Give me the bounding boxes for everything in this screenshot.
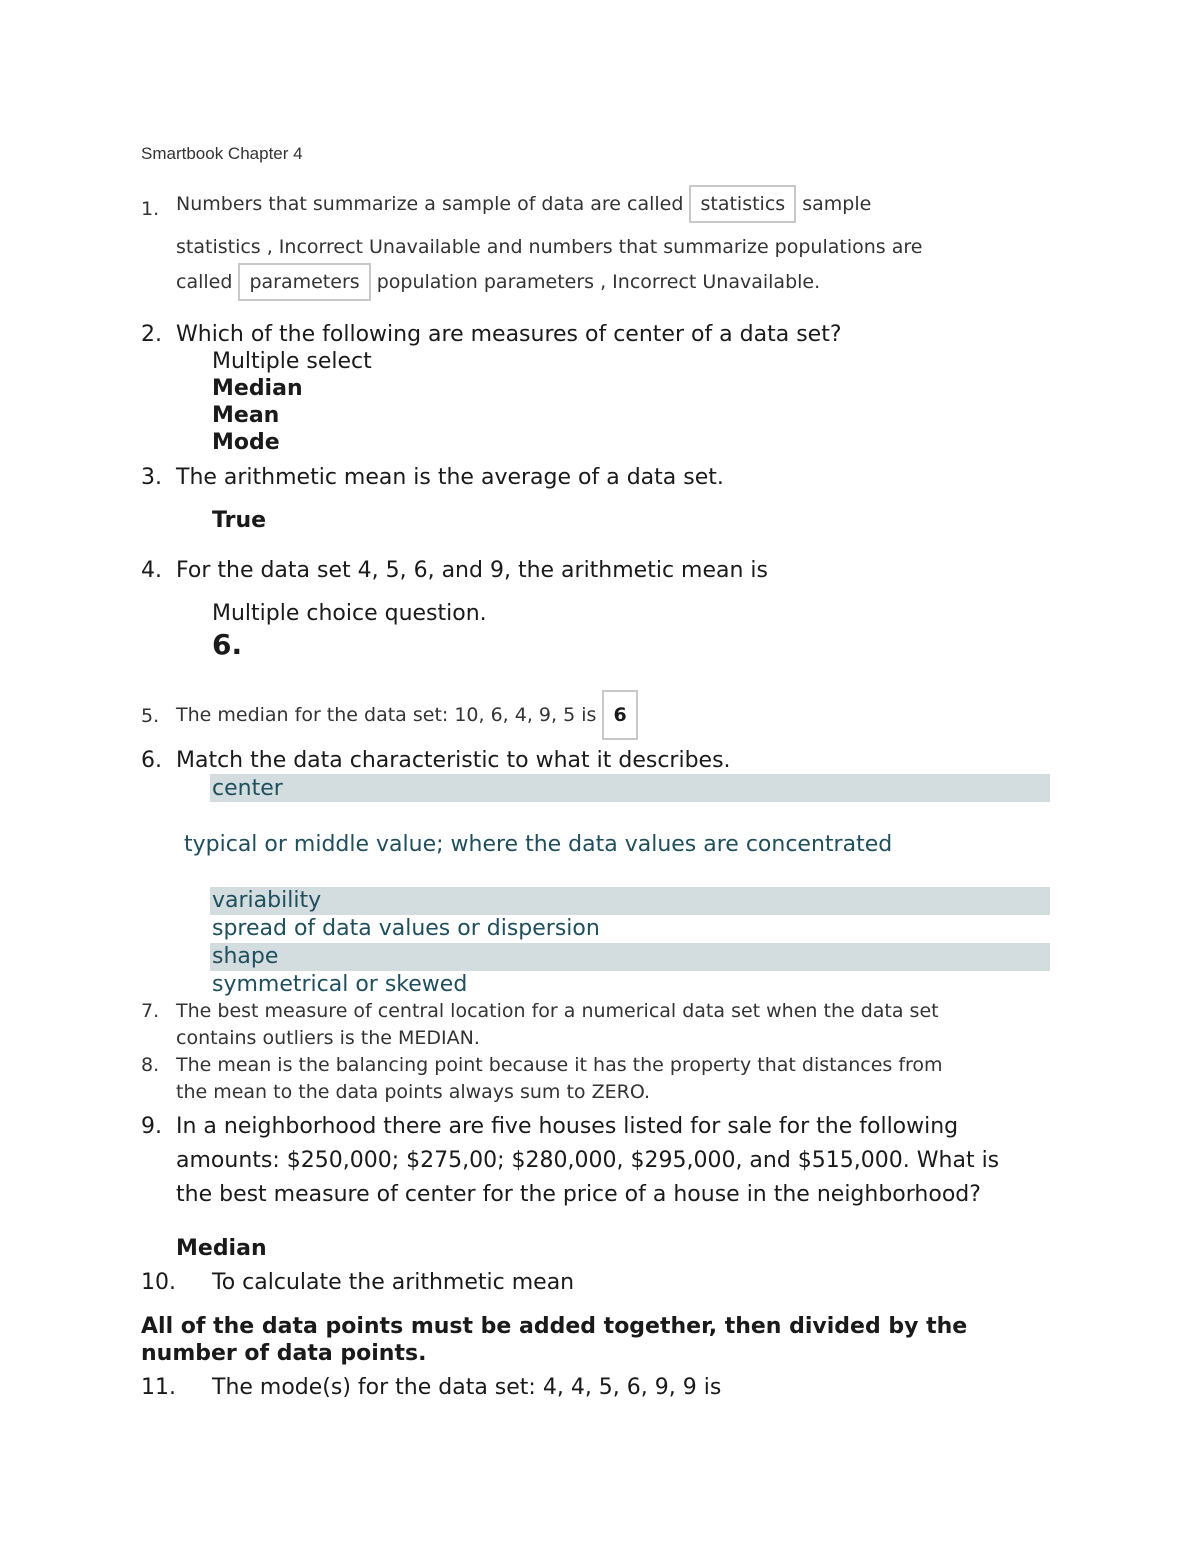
question-number: 4. bbox=[141, 558, 162, 583]
page-title: Smartbook Chapter 4 bbox=[141, 144, 303, 163]
answer-median: Median bbox=[176, 1236, 267, 1261]
question-number: 10. bbox=[141, 1270, 176, 1295]
question-text: Numbers that summarize a sample of data are called bbox=[176, 193, 684, 215]
question-number: 3. bbox=[141, 465, 162, 490]
question-text: sample bbox=[802, 193, 872, 215]
question-8-line-1: The mean is the balancing point because it has the property that distances from bbox=[176, 1054, 943, 1076]
match-description-shape: symmetrical or skewed bbox=[212, 972, 468, 997]
question-text: The median for the data set: 10, 6, 4, 9, 5 is bbox=[176, 704, 597, 726]
answer-true: True bbox=[212, 508, 267, 533]
answer-mean: Mean bbox=[212, 403, 280, 428]
question-9-line-3: the best measure of center for the price of a house in the neighborhood? bbox=[176, 1182, 981, 1207]
question-4-text: For the data set 4, 5, 6, and 9, the arithmetic mean is bbox=[176, 558, 769, 583]
match-description-center: typical or middle value; where the data values are concentrated bbox=[184, 832, 893, 857]
question-10-text: To calculate the arithmetic mean bbox=[212, 1270, 575, 1295]
match-item-shape[interactable]: shape bbox=[212, 944, 279, 969]
question-8-line-2: the mean to the data points always sum to ZERO. bbox=[176, 1081, 651, 1103]
question-number: 6. bbox=[141, 748, 162, 773]
question-9-line-1: In a neighborhood there are five houses listed for sale for the following bbox=[176, 1114, 959, 1139]
question-text: population parameters , Incorrect Unavailable. bbox=[376, 271, 821, 293]
answer-value: 6. bbox=[212, 628, 243, 661]
question-number: 9. bbox=[141, 1114, 162, 1139]
question-5-line bbox=[176, 690, 638, 740]
highlight-bar bbox=[210, 887, 1050, 915]
question-7-line-2: contains outliers is the MEDIAN. bbox=[176, 1027, 480, 1049]
question-number: 2. bbox=[141, 322, 162, 347]
answer-line-2: number of data points. bbox=[141, 1341, 427, 1366]
question-11-text: The mode(s) for the data set: 4, 4, 5, 6, 9, 9 is bbox=[212, 1375, 722, 1400]
match-item-variability[interactable]: variability bbox=[212, 888, 322, 913]
question-type: Multiple choice question. bbox=[212, 601, 487, 626]
answer-box-median[interactable]: 6 bbox=[602, 690, 637, 740]
question-3-text: The arithmetic mean is the average of a data set. bbox=[176, 465, 724, 490]
question-1-line-1 bbox=[176, 185, 871, 223]
answer-mode: Mode bbox=[212, 430, 280, 455]
question-6-text: Match the data characteristic to what it describes. bbox=[176, 748, 731, 773]
question-number: 1. bbox=[141, 198, 160, 220]
match-description-variability: spread of data values or dispersion bbox=[212, 916, 600, 941]
question-number: 5. bbox=[141, 705, 160, 727]
question-type: Multiple select bbox=[212, 349, 372, 374]
answer-box-statistics[interactable]: statistics bbox=[689, 185, 796, 223]
question-1-line-2: statistics , Incorrect Unavailable and numbers that summarize populations are bbox=[176, 236, 923, 258]
question-2-text: Which of the following are measures of center of a data set? bbox=[176, 322, 842, 347]
question-number: 11. bbox=[141, 1375, 176, 1400]
answer-line-1: All of the data points must be added together, then divided by the bbox=[141, 1314, 968, 1339]
highlight-bar bbox=[210, 943, 1050, 971]
question-7-line-1: The best measure of central location for a numerical data set when the data set bbox=[176, 1000, 939, 1022]
answer-box-parameters[interactable]: parameters bbox=[238, 263, 370, 301]
highlight-bar bbox=[210, 774, 1050, 802]
question-number: 8. bbox=[141, 1054, 160, 1076]
match-item-center[interactable]: center bbox=[212, 776, 283, 801]
question-text: called bbox=[176, 271, 233, 293]
question-9-line-2: amounts: $250,000; $275,00; $280,000, $295,000, and $515,000. What is bbox=[176, 1148, 1000, 1173]
question-1-line-3 bbox=[176, 263, 820, 301]
answer-median: Median bbox=[212, 376, 303, 401]
question-number: 7. bbox=[141, 1000, 160, 1022]
